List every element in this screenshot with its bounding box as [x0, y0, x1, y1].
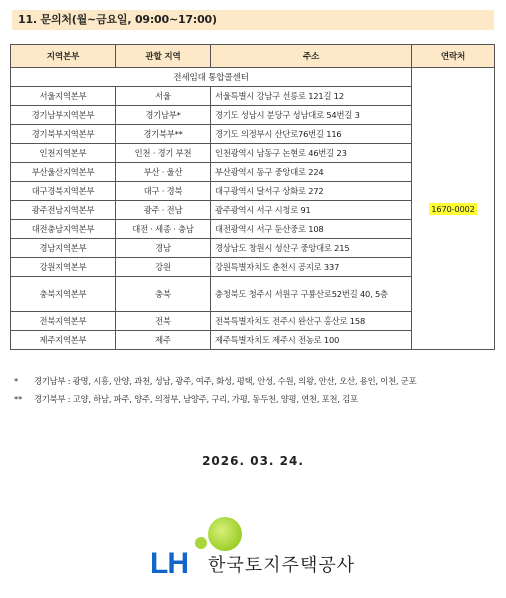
note-mark: ** [14, 394, 22, 404]
table-row-callcenter [11, 68, 495, 87]
address-cell: 충청북도 청주시 서원구 구룡산로52번길 40, 5층 [211, 277, 412, 312]
address-cell: 경상남도 창원시 성산구 중앙대로 215 [211, 239, 412, 258]
document-date: 2026. 03. 24. [202, 454, 304, 468]
area-cell: 충북 [116, 277, 211, 312]
area-cell: 인천 · 경기 부천 [116, 144, 211, 163]
address-cell: 전북특별자치도 전주시 완산구 홍산로 158 [211, 312, 412, 331]
callcenter-cell: 전세임대 통합콜센터 [11, 68, 412, 87]
area-cell: 경기남부* [116, 106, 211, 125]
header-hq: 지역본부 [11, 45, 116, 68]
contact-cell [412, 68, 495, 350]
hq-cell: 인천지역본부 [11, 144, 116, 163]
area-cell: 경남 [116, 239, 211, 258]
section-title: 11. 문의처(월~금요일, 09:00~17:00) [12, 10, 494, 30]
hq-cell: 대전충남지역본부 [11, 220, 116, 239]
contact-number: 1670-0002 [431, 203, 475, 214]
address-cell: 부산광역시 동구 중앙대로 224 [211, 163, 412, 182]
header-address: 주소 [211, 45, 412, 68]
header-contact: 연락처 [412, 45, 495, 68]
logo-circle-icon [208, 517, 242, 551]
hq-cell: 서울지역본부 [11, 87, 116, 106]
hq-cell: 제주지역본부 [11, 331, 116, 350]
logo-mark: LH [150, 547, 188, 580]
area-cell: 서울 [116, 87, 211, 106]
contact-table [10, 44, 495, 350]
note-text: 경기북부 : 고양, 하남, 파주, 양주, 의정부, 남양주, 구리, 가평, 동두천, 양평, 연천, 포천, 김포 [34, 394, 358, 404]
area-cell: 제주 [116, 331, 211, 350]
area-cell: 대전 · 세종 · 충남 [116, 220, 211, 239]
address-cell: 경기도 성남시 분당구 성남대로 54번길 3 [211, 106, 412, 125]
hq-cell: 경남지역본부 [11, 239, 116, 258]
area-cell: 광주 · 전남 [116, 201, 211, 220]
hq-cell: 경기북부지역본부 [11, 125, 116, 144]
address-cell: 대구광역시 달서구 상화로 272 [211, 182, 412, 201]
address-cell: 인천광역시 남동구 논현로 46번길 23 [211, 144, 412, 163]
hq-cell: 경기남부지역본부 [11, 106, 116, 125]
address-cell: 제주특별자치도 제주시 전농로 100 [211, 331, 412, 350]
area-cell: 대구 · 경북 [116, 182, 211, 201]
lh-logo [148, 515, 368, 585]
address-cell: 서울특별시 강남구 선릉로 121길 12 [211, 87, 412, 106]
logo-dot-icon [195, 537, 207, 549]
hq-cell: 충북지역본부 [11, 277, 116, 312]
header-area: 관할 지역 [116, 45, 211, 68]
address-cell: 광주광역시 서구 시청로 91 [211, 201, 412, 220]
table-header-row [11, 45, 495, 68]
note-mark: * [14, 376, 18, 386]
area-cell: 부산 · 울산 [116, 163, 211, 182]
hq-cell: 강원지역본부 [11, 258, 116, 277]
hq-cell: 부산울산지역본부 [11, 163, 116, 182]
hq-cell: 대구경북지역본부 [11, 182, 116, 201]
hq-cell: 전북지역본부 [11, 312, 116, 331]
note-north [14, 393, 358, 405]
area-cell: 강원 [116, 258, 211, 277]
address-cell: 강원특별자치도 춘천시 공지로 337 [211, 258, 412, 277]
area-cell: 경기북부** [116, 125, 211, 144]
note-south [14, 375, 416, 387]
hq-cell: 광주전남지역본부 [11, 201, 116, 220]
note-text: 경기남부 : 광명, 시흥, 안양, 과천, 성남, 광주, 여주, 화성, 평택, 안성, 수원, 의왕, 안산, 오산, 용인, 이천, 군포 [34, 376, 417, 386]
address-cell: 대전광역시 서구 둔산중로 108 [211, 220, 412, 239]
area-cell: 전북 [116, 312, 211, 331]
address-cell: 경기도 의정부시 산단로76번길 116 [211, 125, 412, 144]
logo-company-name: 한국토지주택공사 [208, 555, 356, 576]
